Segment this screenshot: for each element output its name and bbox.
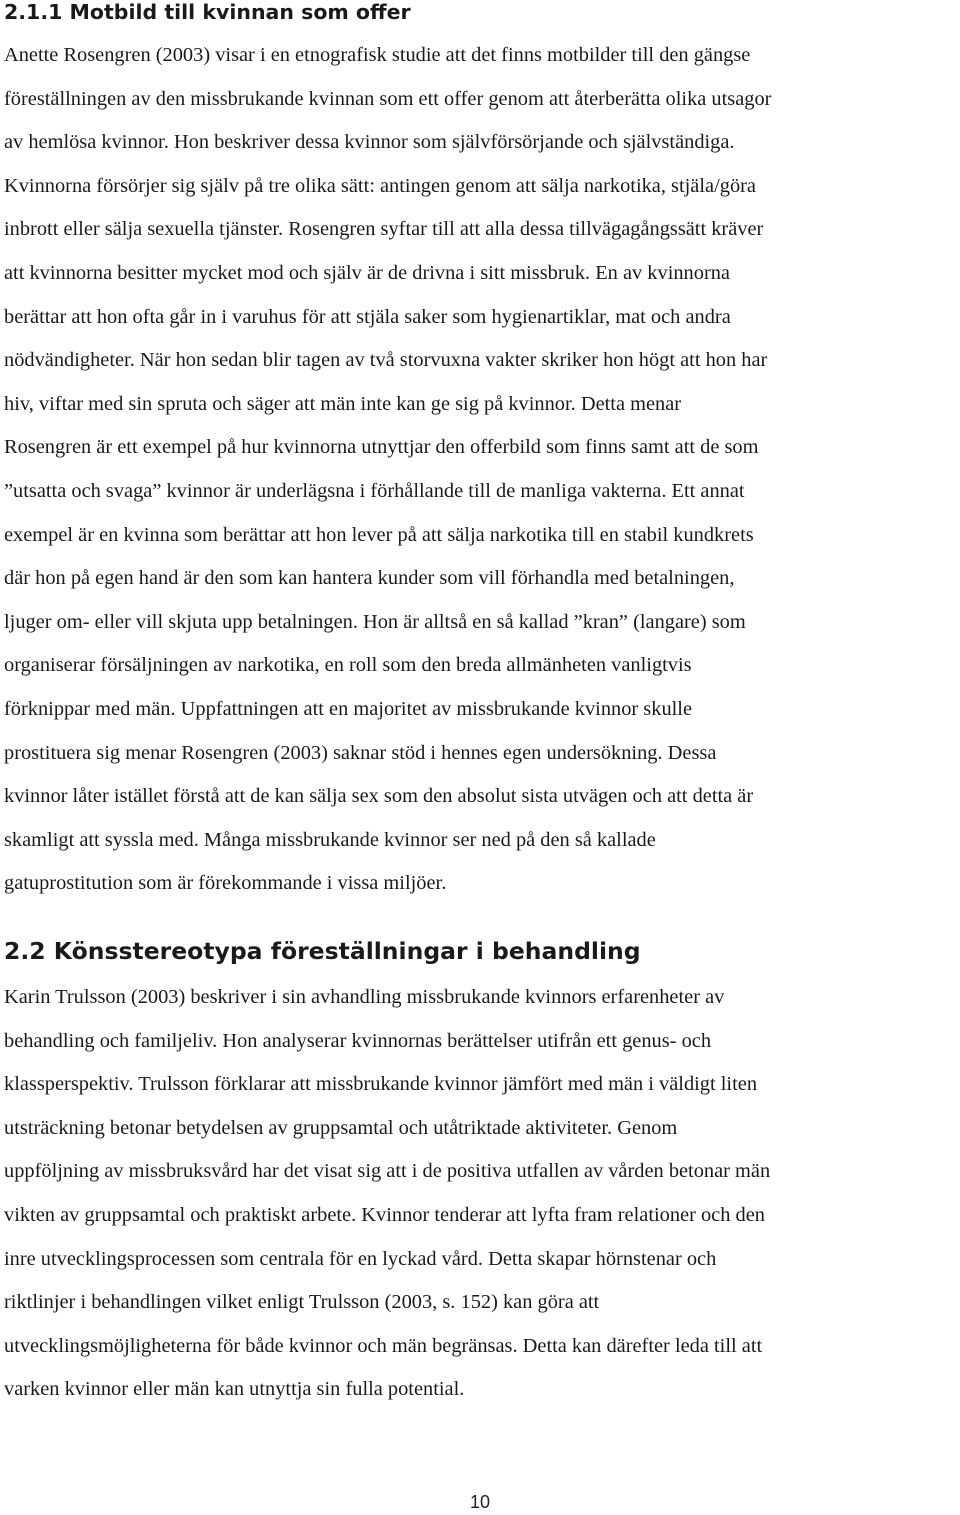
text-line: ljuger om- eller vill skjuta upp betalningen. Hon är alltså en så kallad ”kran” (langare) som xyxy=(4,610,746,633)
text-line: uppföljning av missbruksvård har det visat sig att i de positiva utfallen av vården betonar män xyxy=(4,1160,771,1183)
text-line: exempel är en kvinna som berättar att hon lever på att sälja narkotika till en stabil kundkrets xyxy=(4,523,754,546)
text-line: skamligt att syssla med. Många missbrukande kvinnor ser ned på den så kallade xyxy=(4,828,656,851)
text-line: utvecklingsmöjligheterna för både kvinnor och män begränsas. Detta kan därefter leda till att xyxy=(4,1334,763,1357)
text-line: inbrott eller sälja sexuella tjänster. Rosengren syftar till att alla dessa tillvägagångssätt kräver xyxy=(4,218,764,241)
section-heading-2-2: 2.2 Könsstereotypa föreställningar i behandling xyxy=(4,937,641,965)
text-line: hiv, viftar med sin spruta och säger att män inte kan ge sig på kvinnor. Detta menar xyxy=(4,392,682,415)
text-line: Anette Rosengren (2003) visar i en etnografisk studie att det finns motbilder till den gängse xyxy=(4,44,751,66)
text-line: Kvinnorna försörjer sig själv på tre olika sätt: antingen genom att sälja narkotika, stjäla/göra xyxy=(4,174,756,197)
text-line: vikten av gruppsamtal och praktiskt arbete. Kvinnor tenderar att lyfta fram relationer och den xyxy=(4,1203,765,1226)
paragraph-motbild xyxy=(4,34,771,906)
text-line: prostituera sig menar Rosengren (2003) saknar stöd i hennes egen undersökning. Dessa xyxy=(4,741,717,764)
text-line: behandling och familjeliv. Hon analyserar kvinnornas berättelser utifrån ett genus- och xyxy=(4,1029,712,1052)
text-line: Karin Trulsson (2003) beskriver i sin avhandling missbrukande kvinnors erfarenheter av xyxy=(4,986,725,1008)
page-number: 10 xyxy=(469,1492,491,1512)
text-line: organiserar försäljningen av narkotika, en roll som den breda allmänheten vanligtvis xyxy=(4,654,692,677)
text-line: förknippar med män. Uppfattningen att en majoritet av missbrukande kvinnor skulle xyxy=(4,697,693,720)
text-line: där hon på egen hand är den som kan hantera kunder som vill förhandla med betalningen, xyxy=(4,567,735,590)
text-line: av hemlösa kvinnor. Hon beskriver dessa kvinnor som självförsörjande och självständiga. xyxy=(4,131,735,154)
text-line: varken kvinnor eller män kan utnyttja sin fulla potential. xyxy=(4,1378,465,1401)
text-line: riktlinjer i behandlingen vilket enligt Trulsson (2003, s. 152) kan göra att xyxy=(4,1291,600,1314)
text-line: berättar att hon ofta går in i varuhus för att stjäla saker som hygienartiklar, mat och andra xyxy=(4,305,731,328)
text-line: kvinnor låter istället förstå att de kan sälja sex som den absolut sista utvägen och att detta är xyxy=(4,785,754,808)
text-line: utsträckning betonar betydelsen av gruppsamtal och utåtriktade aktiviteter. Genom xyxy=(4,1116,678,1139)
text-line: föreställningen av den missbrukande kvinnan som ett offer genom att återberätta olika utsagor xyxy=(4,87,772,110)
text-line: att kvinnorna besitter mycket mod och själv är de drivna i sitt missbruk. En av kvinnorna xyxy=(4,261,730,284)
text-line: gatuprostitution som är förekommande i vissa miljöer. xyxy=(4,872,447,895)
text-line: Rosengren är ett exempel på hur kvinnorna utnyttjar den offerbild som finns samt att de som xyxy=(4,436,759,459)
paragraph-konsstereotypa xyxy=(4,976,770,1412)
text-line: inre utvecklingsprocessen som centrala för en lyckad vård. Detta skapar hörnstenar och xyxy=(4,1247,717,1270)
section-heading-2-1-1: 2.1.1 Motbild till kvinnan som offer xyxy=(4,0,411,24)
text-line: klassperspektiv. Trulsson förklarar att missbrukande kvinnor jämfört med män i väldigt liten xyxy=(4,1073,758,1096)
text-line: nödvändigheter. När hon sedan blir tagen av två storvuxna vakter skriker hon högt att hon har xyxy=(4,349,768,372)
text-line: ”utsatta och svaga” kvinnor är underlägsna i förhållande till de manliga vakterna. Ett annat xyxy=(4,479,745,502)
